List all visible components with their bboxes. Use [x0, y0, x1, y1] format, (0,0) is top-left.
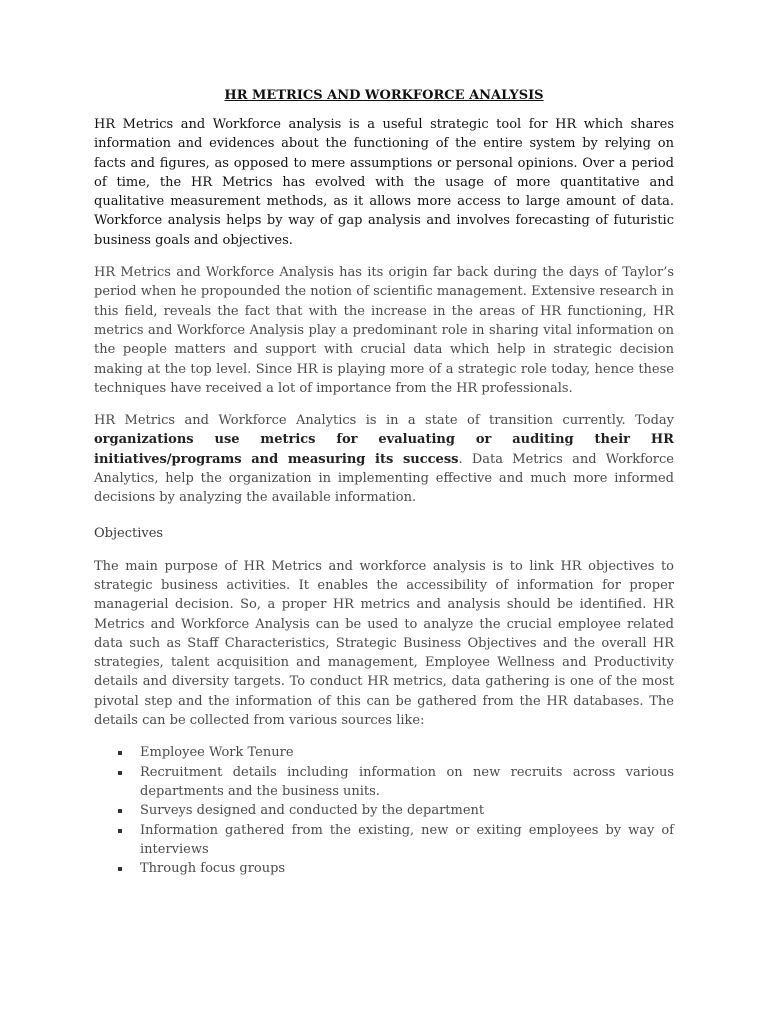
transition-text-start: HR Metrics and Workforce Analytics is in a state of transition currently. Today	[94, 413, 674, 429]
document-title: HR METRICS AND WORKFORCE ANALYSIS	[224, 88, 544, 103]
transition-text-end: . Data Metrics and Workforce Analytics, help the organization in implementing effective and much more informed decisions by analyzing the available information.	[94, 451, 674, 506]
bullet-icon	[118, 867, 122, 871]
list-item	[94, 821, 674, 860]
list-item-text: Information gathered from the existing, new or exiting employees by way of interviews	[140, 822, 674, 857]
list-item	[94, 743, 674, 762]
list-item	[94, 859, 674, 878]
bullet-icon	[118, 809, 122, 813]
list-item-text: Recruitment details including information on new recruits across various departments and the business units.	[140, 764, 674, 799]
origin-paragraph: HR Metrics and Workforce Analysis has its origin far back during the days of Taylor’s period when he propounded the notion of scientific management. Extensive research in this field, reveals the fact that with the increase in the areas of HR functioning, HR metrics and Workforce Analysis play a predominant role in sharing vital information on the people matters and support with crucial data which help in strategic decision making at the top level. Since HR is playing more of a strategic role today, hence these techniques have received a lot of importance from the HR professionals.	[94, 265, 674, 396]
list-item	[94, 801, 674, 820]
list-item-text: Employee Work Tenure	[140, 745, 294, 761]
purpose-paragraph: The main purpose of HR Metrics and workforce analysis is to link HR objectives to strategic business activities. It enables the accessibility of information for proper managerial decision. So, a proper HR metrics and analysis should be identified. HR Metrics and Workforce Analysis can be used to analyze the crucial employee related data such as Staff Characteristics, Strategic Business Objectives and the overall HR strategies, talent acquisition and management, Employee Wellness and Productivity details and diversity targets. To conduct HR metrics, data gathering is one of the most pivotal step and the information of this can be gathered from the HR databases. The details can be collected from various sources like:	[94, 558, 674, 729]
intro-paragraph: HR Metrics and Workforce analysis is a useful strategic tool for HR which shares information and evidences about the functioning of the entire system by relying on facts and figures, as opposed to mere assumptions or personal opinions. Over a period of time, the HR Metrics has evolved with the usage of more quantitative and qualitative measurement methods, as it allows more access to large amount of data. Workforce analysis helps by way of gap analysis and involves forecasting of futuristic business goals and objectives.	[94, 117, 674, 248]
sources-list	[94, 743, 674, 878]
transition-text-bold: organizations use metrics for evaluating or auditing their HR initiatives/programs and measuring its success	[94, 432, 674, 467]
list-item-text: Through focus groups	[140, 861, 286, 877]
objectives-heading: Objectives	[94, 525, 164, 541]
bullet-icon	[118, 771, 122, 775]
bullet-icon	[118, 751, 122, 755]
list-item	[94, 763, 674, 802]
transition-paragraph	[94, 411, 674, 507]
list-item-text: Surveys designed and conducted by the department	[140, 803, 485, 819]
bullet-icon	[118, 829, 122, 833]
